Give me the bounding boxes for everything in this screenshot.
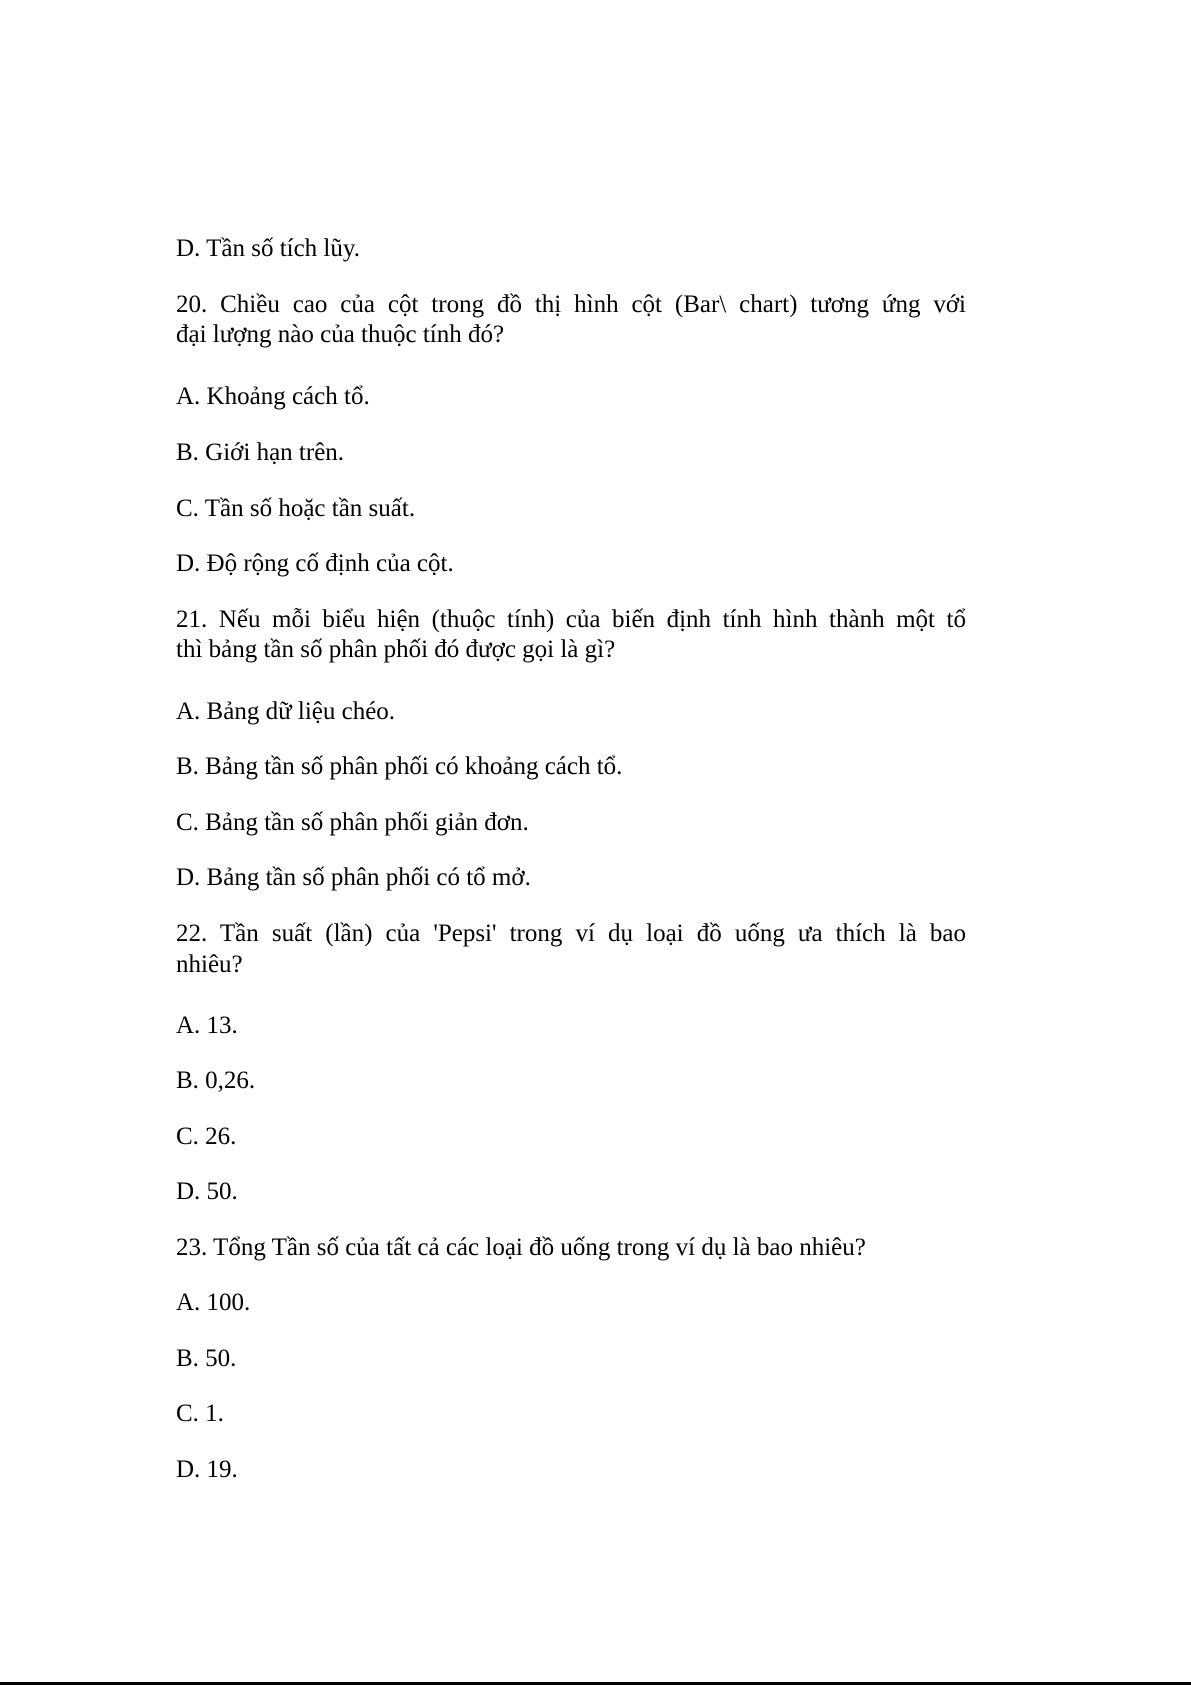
question-21-line-2: thì bảng tần số phân phối đó được gọi là gì?	[176, 636, 616, 663]
question-22-line-1	[176, 919, 966, 949]
answer-21-a: A. Bảng dữ liệu chéo.	[176, 698, 396, 725]
question-22-text-1: 22. Tần suất (lần) của 'Pepsi' trong ví dụ loại đồ uống ưa thích là bao	[176, 920, 966, 947]
question-20-line-2: đại lượng nào của thuộc tính đó?	[176, 321, 505, 348]
answer-21-b: B. Bảng tần số phân phối có khoảng cách tổ.	[176, 753, 623, 780]
answer-20-b: B. Giới hạn trên.	[176, 439, 345, 466]
answer-19-d: D. Tần số tích lũy.	[176, 235, 361, 262]
answer-23-b: B. 50.	[176, 1345, 237, 1372]
answer-21-c: C. Bảng tần số phân phối giản đơn.	[176, 809, 529, 836]
answer-21-d: D. Bảng tần số phân phối có tổ mở.	[176, 864, 531, 891]
answer-20-d: D. Độ rộng cố định của cột.	[176, 550, 454, 577]
question-23: 23. Tổng Tần số của tất cả các loại đồ uống trong ví dụ là bao nhiêu?	[176, 1234, 866, 1261]
answer-20-a: A. Khoảng cách tổ.	[176, 383, 370, 410]
answer-22-d: D. 50.	[176, 1178, 238, 1205]
answer-20-c: C. Tần số hoặc tần suất.	[176, 495, 416, 522]
question-20-text-1: 20. Chiều cao của cột trong đồ thị hình cột (Bar\ chart) tương ứng với	[176, 291, 966, 318]
answer-22-a: A. 13.	[176, 1012, 238, 1039]
answer-23-c: C. 1.	[176, 1400, 224, 1427]
answer-22-c: C. 26.	[176, 1123, 237, 1150]
answer-22-b: B. 0,26.	[176, 1067, 256, 1094]
question-21-line-1	[176, 605, 966, 635]
answer-23-a: A. 100.	[176, 1289, 251, 1316]
question-21-text-1: 21. Nếu mỗi biểu hiện (thuộc tính) của biến định tính hình thành một tổ	[176, 606, 966, 633]
question-20-line-1	[176, 290, 966, 320]
question-22-line-2: nhiêu?	[176, 951, 243, 978]
answer-23-d: D. 19.	[176, 1456, 238, 1483]
